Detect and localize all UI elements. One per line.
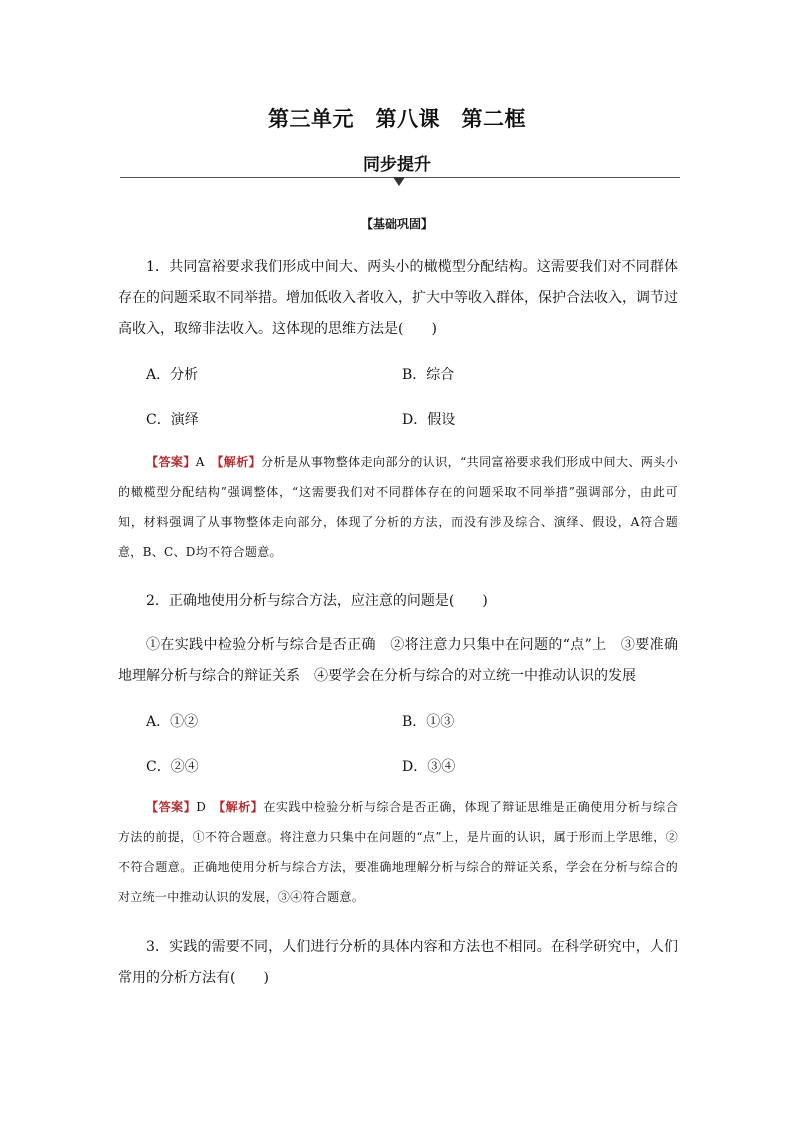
question-1-options-row-2 bbox=[146, 409, 686, 429]
answer-text bbox=[118, 792, 678, 912]
answer-tag: 【答案】 bbox=[146, 800, 197, 814]
question-2-options-row-1 bbox=[146, 711, 686, 731]
question-2-statements bbox=[118, 630, 678, 692]
option-a[interactable]: A．分析 bbox=[146, 367, 199, 383]
analysis-tag: 【解析】 bbox=[219, 800, 264, 814]
question-1 bbox=[118, 252, 678, 345]
option-b[interactable]: B．①③ bbox=[402, 714, 455, 730]
answer-text bbox=[118, 447, 678, 567]
analysis-text: 分析是从事物整体走向部分的认识，“共同富裕要求我们形成中间大、两头小的橄榄型分配结构”强调整体，“这需要我们对不同群体存在的问题采取不同举措”强调部分，由此可知，材料强调了从事物整体走向部分，体现了分析的方法，而没有涉及综合、演绎、假设，A符合题意，B、C、D均不符合题意。 bbox=[118, 455, 678, 559]
page-title: 第三单元 第八课 第二框 bbox=[268, 107, 526, 131]
answer-key: D bbox=[196, 800, 207, 814]
question-stem: 3．实践的需要不同，人们进行分析的具体内容和方法也不相同。在科学研究中，人们常用的分析方法有( ) bbox=[118, 939, 678, 986]
answer-key: A bbox=[195, 455, 205, 469]
answer-2 bbox=[118, 792, 678, 912]
option-b[interactable]: B．综合 bbox=[402, 367, 455, 383]
section-banner: 同步提升 bbox=[363, 155, 431, 175]
answer-1 bbox=[118, 447, 678, 567]
question-2-options-row-2 bbox=[146, 756, 686, 776]
question-stem: 1．共同富裕要求我们形成中间大、两头小的橄榄型分配结构。这需要我们对不同群体存在的问题采取不同举措。增加低收入者收入，扩大中等收入群体，保护合法收入，调节过高收入，取缔非法收入。这体现的思维方法是( ) bbox=[118, 259, 678, 337]
question-3 bbox=[118, 932, 678, 994]
triangle-down-icon bbox=[393, 177, 405, 186]
statements-text: ①在实践中检验分析与综合是否正确 ②将注意力只集中在问题的“点”上 ③要准确地理解分析与综合的辩证关系 ④要学会在分析与综合的对立统一中推动认识的发展 bbox=[118, 637, 678, 684]
option-d[interactable]: D．③④ bbox=[402, 759, 456, 775]
analysis-tag: 【解析】 bbox=[217, 455, 262, 469]
question-stem: 2．正确地使用分析与综合方法，应注意的问题是( ) bbox=[146, 593, 488, 609]
option-c[interactable]: C．②④ bbox=[146, 759, 199, 775]
question-2 bbox=[118, 586, 678, 617]
section-heading: 【基础巩固】 bbox=[360, 217, 433, 231]
question-1-options-row-1 bbox=[146, 364, 686, 384]
option-a[interactable]: A．①② bbox=[146, 714, 199, 730]
answer-tag: 【答案】 bbox=[146, 455, 196, 469]
option-d[interactable]: D．假设 bbox=[402, 412, 456, 428]
analysis-text: 在实践中检验分析与综合是否正确，体现了辩证思维是正确使用分析与综合方法的前提，①不符合题意。将注意力只集中在问题的“点”上，是片面的认识，属于形而上学思维，②不符合题意。正确地使用分析与综合方法，要准确地理解分析与综合的辩证关系，学会在分析与综合的对立统一中推动认识的发展，③④符合题意。 bbox=[118, 800, 679, 904]
option-c[interactable]: C．演绎 bbox=[146, 412, 199, 428]
